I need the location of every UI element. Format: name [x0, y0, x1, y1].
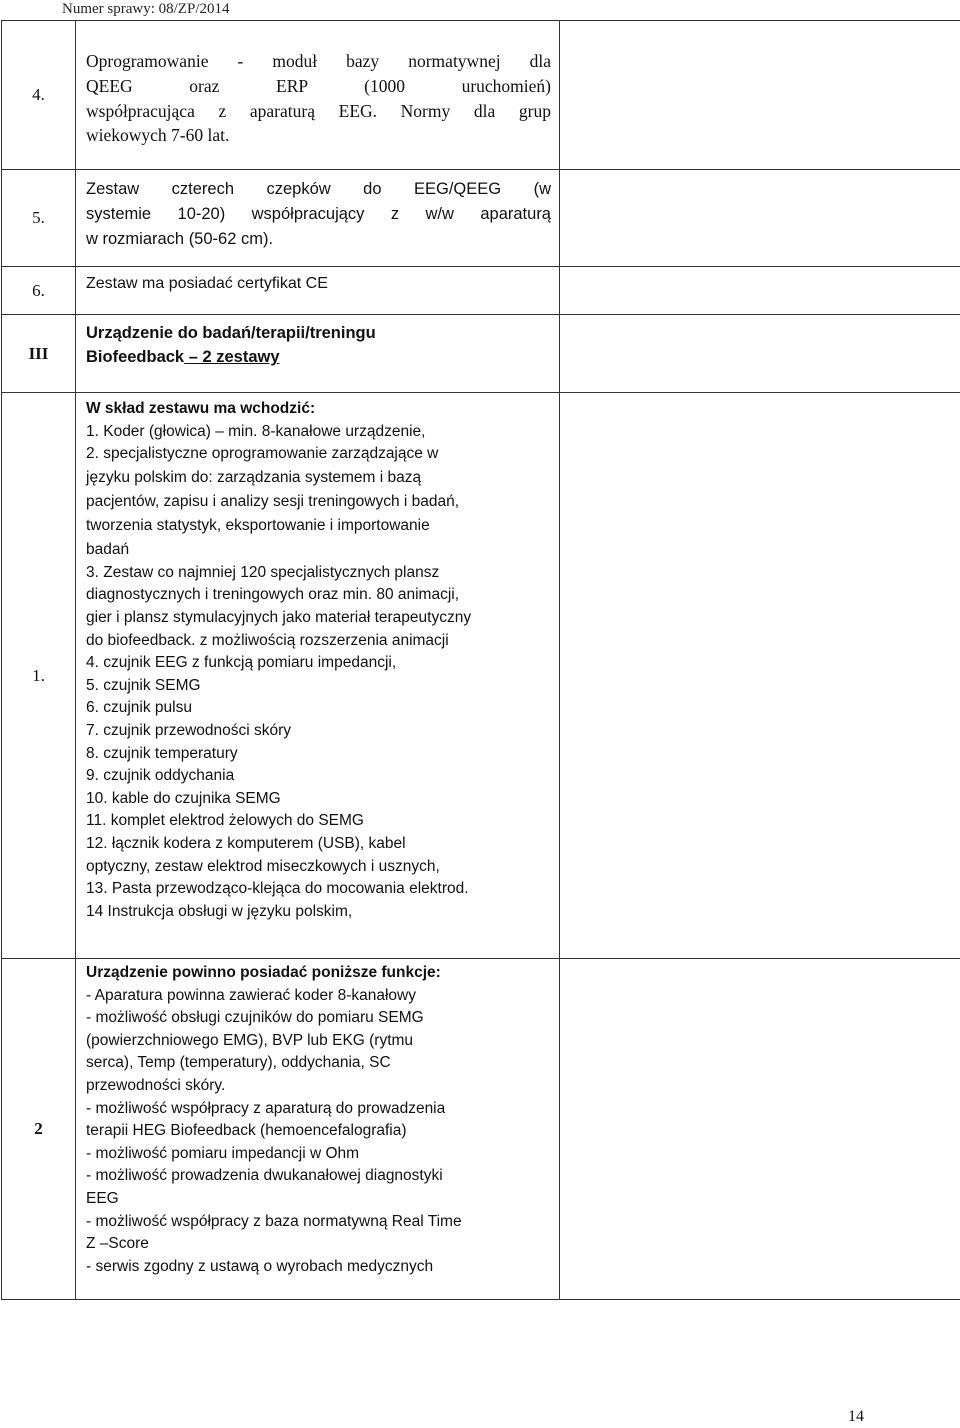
row-number: III	[2, 315, 76, 393]
list-item: 5. czujnik SEMG	[86, 676, 201, 694]
empty-cell	[560, 267, 960, 315]
description-line: w rozmiarach (50-62 cm).	[86, 229, 274, 248]
subtitle-name: Biofeedback	[86, 348, 185, 366]
list-item: 3. Zestaw co najmniej 120 specjalistycznych plansz	[86, 563, 440, 581]
list-item: 6. czujnik pulsu	[86, 699, 192, 717]
list-item: optyczny, zestaw elektrod miseczkowych i usznych,	[86, 857, 440, 875]
empty-cell	[560, 393, 960, 959]
description-line: systemie 10-20) współpracujący z w/w aparaturą	[86, 204, 551, 223]
table-row	[2, 170, 960, 267]
specification-table	[1, 20, 960, 1300]
list-item: 11. komplet elektrod żelowych do SEMG	[86, 812, 364, 830]
case-number-header: Numer sprawy: 08/ZP/2014	[62, 1, 230, 17]
list-item: - możliwość prowadzenia dwukanałowej diagnostyki	[86, 1167, 443, 1185]
description-line: QEEG oraz ERP (1000 uruchomień)	[86, 75, 551, 96]
description-line: Oprogramowanie - moduł bazy normatywnej dla	[86, 51, 551, 71]
list-item: badań	[86, 540, 130, 558]
row-number: 1.	[2, 393, 76, 959]
description-line: Zestaw ma posiadać certyfikat CE	[86, 275, 328, 292]
list-item: - serwis zgodny z ustawą o wyrobach medycznych	[86, 1257, 434, 1275]
empty-cell	[560, 21, 960, 170]
list-item: 1. Koder (głowica) – min. 8-kanałowe urządzenie,	[86, 422, 426, 440]
list-item: - możliwość współpracy z baza normatywną Real Time	[86, 1212, 462, 1230]
row-number: 5.	[2, 170, 76, 267]
list-item: pacjentów, zapisu i analizy sesji treningowych i badań,	[86, 492, 460, 510]
list-item: 7. czujnik przewodności skóry	[86, 721, 292, 739]
list-item: - możliwość współpracy z aparaturą do prowadzenia	[86, 1099, 446, 1117]
list-item: - możliwość pomiaru impedancji w Ohm	[86, 1144, 360, 1162]
page-number: 14	[848, 1408, 864, 1425]
list-item: - Aparatura powinna zawierać koder 8-kanałowy	[86, 986, 416, 1004]
empty-cell	[560, 315, 960, 393]
list-item: 4. czujnik EEG z funkcją pomiaru impedancji,	[86, 654, 397, 672]
row-description	[76, 959, 560, 1300]
list-item: EEG	[86, 1189, 119, 1207]
empty-cell	[560, 959, 960, 1300]
table-row	[2, 393, 960, 959]
description-line: Zestaw czterech czepków do EEG/QEEG (w	[86, 180, 551, 198]
list-item: 9. czujnik oddychania	[86, 767, 235, 785]
list-item: Z –Score	[86, 1235, 149, 1253]
list-item: gier i plansz stymulacyjnych jako materiał terapeutyczny	[86, 608, 472, 626]
table-row	[2, 267, 960, 315]
row-description	[76, 315, 560, 393]
list-item: serca), Temp (temperatury), oddychania, SC	[86, 1054, 391, 1072]
list-heading: W skład zestawu ma wchodzić:	[86, 400, 316, 417]
table-row	[2, 959, 960, 1300]
row-description	[76, 393, 560, 959]
row-description	[76, 170, 560, 267]
list-item: 14 Instrukcja obsługi w języku polskim,	[86, 902, 353, 920]
list-item: przewodności skóry.	[86, 1076, 226, 1094]
description-line: wiekowych 7-60 lat.	[86, 125, 230, 146]
subtitle-quantity: – 2 zestawy	[184, 348, 280, 366]
row-number: 6.	[2, 267, 76, 315]
section-title: Urządzenie do badań/terapii/treningu	[86, 324, 376, 342]
list-item: 13. Pasta przewodząco-klejąca do mocowania elektrod.	[86, 880, 469, 898]
row-description	[76, 267, 560, 315]
list-item: tworzenia statystyk, eksportowanie i importowanie	[86, 516, 430, 534]
row-description	[76, 21, 560, 170]
list-item: 12. łącznik kodera z komputerem (USB), kabel	[86, 834, 406, 852]
row-number: 2	[2, 959, 76, 1300]
list-item: (powierzchniowego EMG), BVP lub EKG (rytmu	[86, 1031, 414, 1049]
list-item: terapii HEG Biofeedback (hemoencefalografia)	[86, 1122, 407, 1140]
table-row	[2, 21, 960, 170]
description-line: współpracująca z aparaturą EEG. Normy dla grup	[86, 100, 551, 121]
section-subtitle	[86, 345, 551, 369]
table-row	[2, 315, 960, 393]
empty-cell	[560, 170, 960, 267]
list-item: 10. kable do czujnika SEMG	[86, 789, 281, 807]
list-item: diagnostycznych i treningowych oraz min. 80 animacji,	[86, 586, 460, 604]
list-item: języku polskim do: zarządzania systemem i bazą	[86, 468, 422, 486]
row-number: 4.	[2, 21, 76, 170]
list-heading: Urządzenie powinno posiadać poniższe funkcje:	[86, 964, 441, 981]
list-item: 2. specjalistyczne oprogramowanie zarządzające w	[86, 445, 439, 463]
list-item: - możliwość obsługi czujników do pomiaru SEMG	[86, 1009, 424, 1027]
list-item: 8. czujnik temperatury	[86, 744, 238, 762]
list-item: do biofeedback. z możliwością rozszerzenia animacji	[86, 631, 449, 649]
